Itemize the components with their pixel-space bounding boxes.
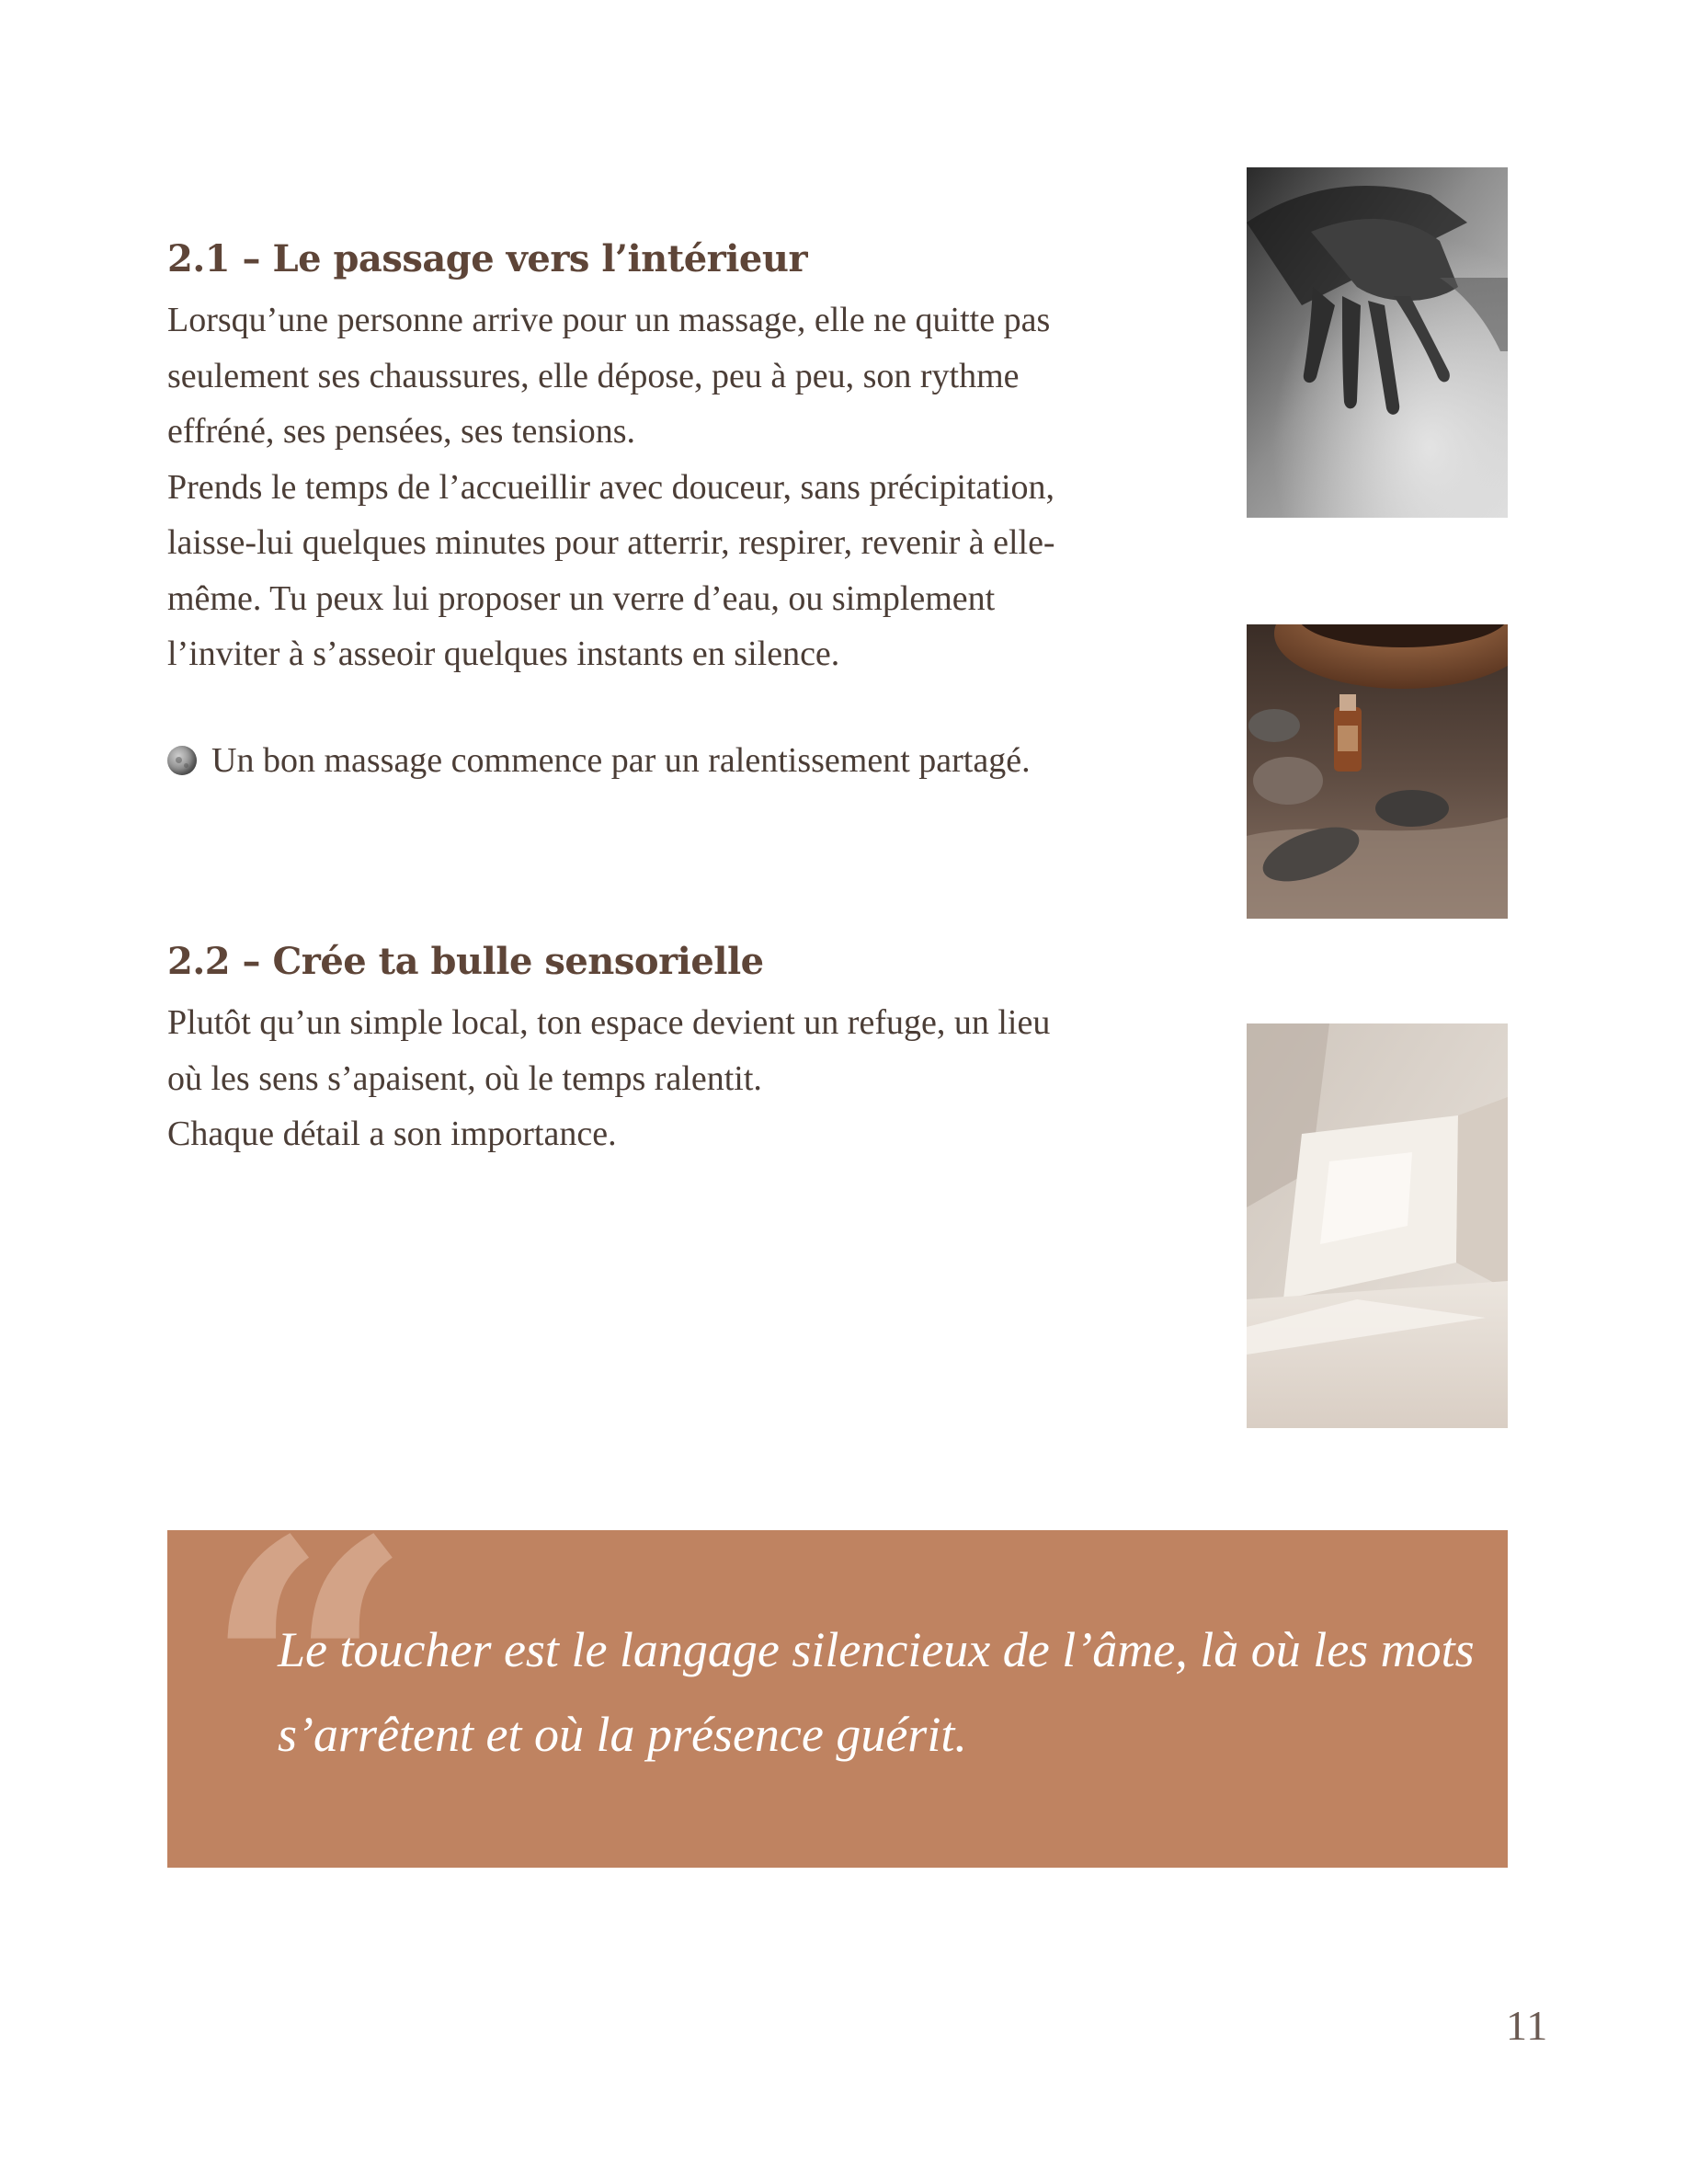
quote-text <box>278 1607 1473 1777</box>
section-heading-2-2: 2.2 – Crée ta bulle sensorielle <box>167 940 764 983</box>
stones-oil-photo <box>1247 624 1508 919</box>
moon-icon <box>167 746 197 775</box>
paragraph-line: où les sens s’apaisent, où le temps ralentit. <box>167 1058 762 1098</box>
stone-room-photo <box>1247 1023 1508 1428</box>
page-number: 11 <box>1506 2002 1549 2049</box>
section-2-2-body <box>167 995 1160 1162</box>
quote-line: s’arrêtent et où la présence guérit. <box>278 1707 967 1762</box>
paragraph-line: même. Tu peux lui proposer un verre d’eau, ou simplement <box>167 578 996 618</box>
paragraph-line: seulement ses chaussures, elle dépose, peu à peu, son rythme <box>167 356 1020 395</box>
tip-text: Un bon massage commence par un ralentissement partagé. <box>211 741 1031 780</box>
paragraph-line: laisse-lui quelques minutes pour atterrir, respirer, revenir à elle- <box>167 523 1055 562</box>
paragraph-line: Prends le temps de l’accueillir avec douceur, sans précipitation, <box>167 467 1055 507</box>
massage-hands-photo <box>1247 167 1508 518</box>
paragraph-line: l’inviter à s’asseoir quelques instants en silence. <box>167 635 840 673</box>
paragraph-line: Chaque détail a son importance. <box>167 1115 617 1153</box>
paragraph-line: Lorsqu’une personne arrive pour un massage, elle ne quitte pas <box>167 301 1051 339</box>
paragraph-line: effréné, ses pensées, ses tensions. <box>167 412 635 451</box>
paragraph-line: Plutôt qu’un simple local, ton espace devient un refuge, un lieu <box>167 1003 1051 1042</box>
tip-note <box>167 740 1031 781</box>
quote-block <box>167 1530 1508 1868</box>
section-2-1-body <box>167 292 1160 682</box>
quote-mark-icon: “ <box>202 1530 415 1868</box>
section-heading-2-1: 2.1 – Le passage vers l’intérieur <box>167 237 808 280</box>
quote-line: Le toucher est le langage silencieux de l’âme, là où les mots <box>278 1622 1475 1677</box>
